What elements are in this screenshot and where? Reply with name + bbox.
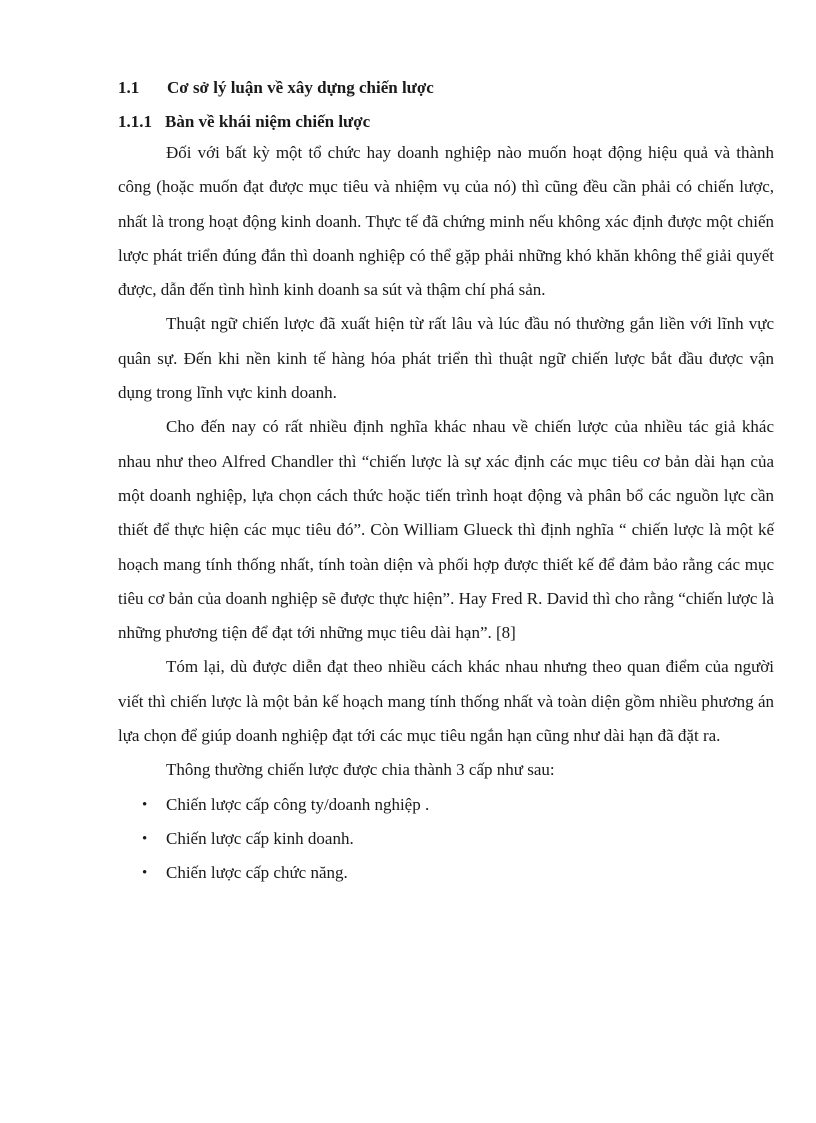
list-item-text: Chiến lược cấp công ty/doanh nghiệp . <box>166 794 430 814</box>
paragraph-2: Thuật ngữ chiến lược đã xuất hiện từ rất lâu và lúc đầu nó thường gắn liền với lĩnh vực quân sự. Đến khi nền kinh tế hàng hóa phát triển thì thuật ngữ chiến lược bắt đầu được vận dụng trong lĩnh vực kinh doanh. <box>118 314 774 403</box>
document-page <box>118 72 774 891</box>
section-number: 1.1 <box>118 78 140 97</box>
list-item <box>118 788 774 822</box>
subsection-number: 1.1.1 <box>118 112 152 131</box>
bullet-icon: • <box>142 865 148 882</box>
strategy-levels-list <box>118 788 774 891</box>
list-item <box>118 822 774 856</box>
paragraph-3: Cho đến nay có rất nhiều định nghĩa khác nhau về chiến lược của nhiều tác giả khác nhau như theo Alfred Chandler thì “chiến lược là sự xác định các mục tiêu cơ bản dài hạn của một doanh nghiệp, lựa chọn cách thức hoặc tiến trình hoạt động và phân bổ các nguồn lực cần thiết để thực hiện các mục tiêu đó”. Còn William Glueck thì định nghĩa “ chiến lược là một kế hoạch mang tính thống nhất, tính toàn diện và phối hợp được thiết kế để đảm bảo rằng các mục tiêu cơ bản của doanh nghiệp sẽ được thực hiện”. Hay Fred R. David thì cho rằng “chiến lược là những phương tiện để đạt tới những mục tiêu dài hạn”. [8] <box>118 417 774 643</box>
subsection-heading <box>118 112 774 132</box>
subsection-title: Bàn về khái niệm chiến lược <box>165 112 371 131</box>
section-heading <box>118 78 774 98</box>
paragraph-1: Đối với bất kỳ một tổ chức hay doanh nghiệp nào muốn hoạt động hiệu quả và thành công (hoặc muốn đạt được mục tiêu và nhiệm vụ của nó) thì cũng đều cần phải có chiến lược, nhất là trong hoạt động kinh doanh. Thực tế đã chứng minh nếu không xác định được một chiến lược phát triển đúng đắn thì doanh nghiệp có thể gặp phải những khó khăn không thể giải quyết được, dẫn đến tình hình kinh doanh sa sút và thậm chí phá sản. <box>118 143 774 300</box>
bullet-icon: • <box>142 796 148 813</box>
list-item <box>118 856 774 890</box>
list-item-text: Chiến lược cấp kinh doanh. <box>166 828 354 848</box>
section-title: Cơ sở lý luận về xây dựng chiến lược <box>167 78 434 97</box>
paragraph-4: Tóm lại, dù được diễn đạt theo nhiều cách khác nhau nhưng theo quan điểm của người viết thì chiến lược là một bản kế hoạch mang tính thống nhất và toàn diện gồm nhiều phương án lựa chọn để giúp doanh nghiệp đạt tới các mục tiêu ngắn hạn cũng như dài hạn đã đặt ra. <box>118 657 774 746</box>
paragraph-5: Thông thường chiến lược được chia thành 3 cấp như sau: <box>166 760 555 780</box>
list-item-text: Chiến lược cấp chức năng. <box>166 863 348 883</box>
bullet-icon: • <box>142 830 148 847</box>
